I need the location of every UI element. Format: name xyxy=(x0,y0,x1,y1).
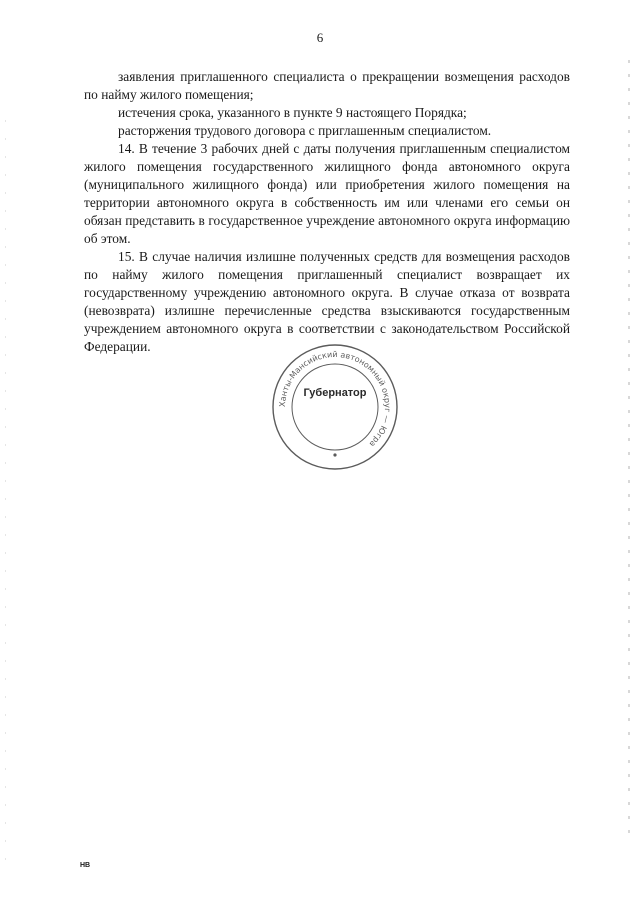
clause-expiry: истечения срока, указанного в пункте 9 настоящего Порядка; xyxy=(118,105,467,120)
seal-dot xyxy=(333,453,336,456)
scan-edge-right xyxy=(628,60,630,840)
paragraph-14: 14. В течение 3 рабочих дней с даты получения приглашенным специалистом жилого помещения государственного жилищного фонда автономного округа (муниципального жилищного фонда) или приобретения жилого помещения на территории автономного округа в собственность им или членами его семьи он обязан представить в государственное учреждение автономного округа информацию об этом. xyxy=(84,141,570,246)
official-seal xyxy=(270,343,400,471)
document-body xyxy=(84,68,570,356)
footer-code: НВ xyxy=(80,862,91,869)
seal-title: Губернатор xyxy=(303,387,367,399)
page-number: 6 xyxy=(316,30,324,45)
scan-edge-left xyxy=(5,120,6,860)
clause-termination: расторжения трудового договора с приглашенным специалистом. xyxy=(118,123,492,138)
paragraph-15: 15. В случае наличия излишне полученных средств для возмещения расходов по найму жилого помещения приглашенный специалист возвращает их государственному учреждению автономного округа. В случае отказа от возврата (невозврата) излишне перечисленные средства взыскиваются государственным учреждением автономного округа в соответствии с законодательством Российской Федерации. xyxy=(84,249,570,354)
seal-inner-ring xyxy=(292,364,378,450)
clause-application: заявления приглашенного специалиста о прекращении возмещения расходов по найму жилого помещения; xyxy=(84,69,570,102)
seal-ring-text: Ханты-Мансийский автономный округ — Югра xyxy=(277,349,393,449)
